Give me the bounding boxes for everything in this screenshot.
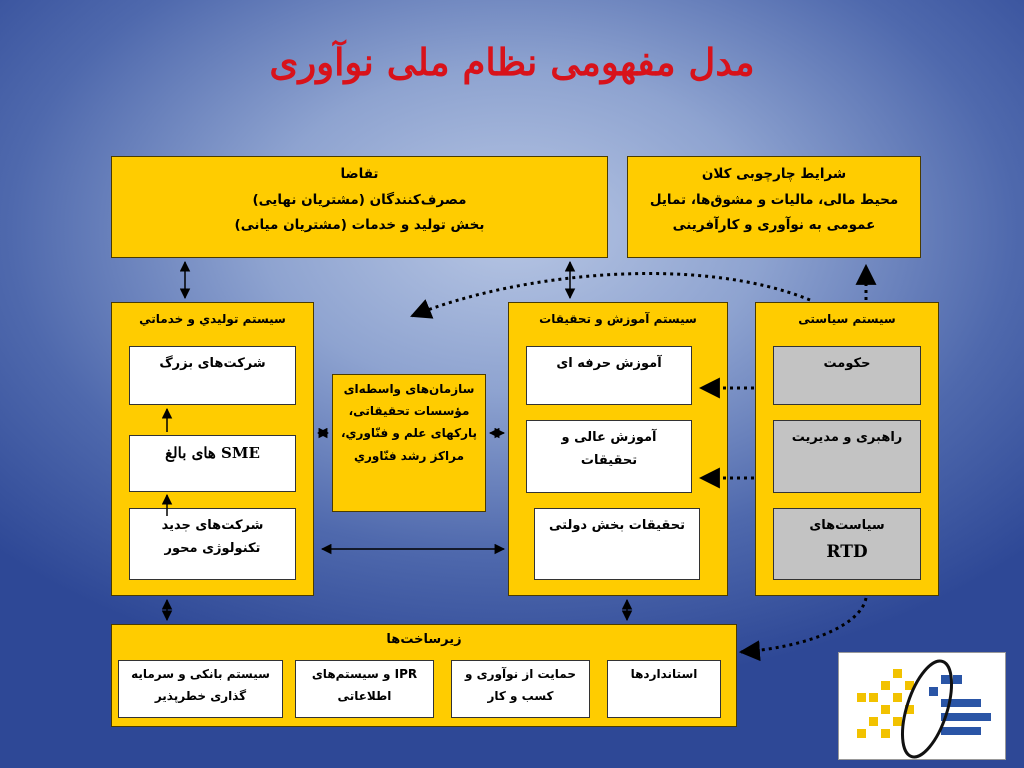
framework-line-2: عمومی به نوآوری و کارآفرینی (672, 217, 876, 234)
demand-line-production: بخش تولید و خدمات (مشتریان میانی) (234, 217, 485, 234)
tech-startups-line-2: تکنولوژی محور (164, 540, 261, 556)
public-research-label: تحقیقات بخش دولتی (549, 518, 685, 533)
tech-startups-line-1: شرکت‌های جدید (161, 518, 264, 533)
production-system-title: سيستم توليدي و خدماتي (139, 312, 286, 326)
banking-vc-line-1: سیستم بانکی و سرمایه (131, 667, 270, 681)
political-system-title: سیستم سیاستی (798, 312, 896, 326)
mature-sme-label: SME های بالغ (165, 444, 260, 462)
ipr-info-line-2: اطلاعاتی (337, 688, 392, 703)
intermediary-title: سازمان‌های واسطه‌ای (343, 382, 475, 396)
governance-label: راهبری و مدیریت (791, 430, 903, 445)
political-intermediary-dotted-arrow (412, 274, 810, 316)
vocational-training-label: آموزش حرفه ای (556, 356, 662, 371)
political-infrastructure-dotted-arrow (741, 598, 866, 652)
rtd-policies-line-2: RTD (826, 541, 868, 562)
banking-vc-line-2: گذاری خطرپذیر (154, 688, 247, 703)
intermediary-line-2: پارکهای علم و فنّاوري، (340, 426, 477, 441)
business-support-line-1: حمایت از نوآوری و (465, 667, 576, 681)
demand-title: تقاضا (340, 166, 379, 182)
intermediary-line-3: مراکز رشد فنّاوري (353, 448, 465, 463)
demand-line-consumers: مصرف‌کنندگان (مشتریان نهایی) (252, 191, 467, 208)
framework-title: شرایط چارچوبی کلان (701, 166, 847, 182)
higher-education-line-2: تحقیقات (580, 452, 638, 468)
intermediary-line-1: مؤسسات تحقیقاتی، (348, 404, 470, 419)
ipr-info-line-1: IPR و سیستم‌های (311, 667, 418, 681)
framework-line-1: محیط مالی، مالیات و مشوق‌ها، تمایل (649, 191, 899, 208)
rtd-policies-line-1: سیاست‌های (809, 518, 885, 533)
government-label: حکومت (823, 356, 871, 371)
rtd-logo (838, 652, 1006, 760)
slide-title: مدل مفهومی نظام ملی نوآوری (269, 40, 755, 84)
rtd-logo-icon (839, 653, 1007, 761)
higher-education-line-1: آموزش عالی و (561, 430, 657, 445)
education-system-title: سیستم آموزش و تحقیقات (539, 312, 697, 326)
business-support-line-2: کسب و کار (487, 688, 554, 703)
standards-label: استانداردها (630, 667, 698, 681)
large-companies-label: شرکت‌های بزرگ (159, 356, 266, 371)
infrastructure-title: زیرساخت‌ها (386, 632, 462, 647)
